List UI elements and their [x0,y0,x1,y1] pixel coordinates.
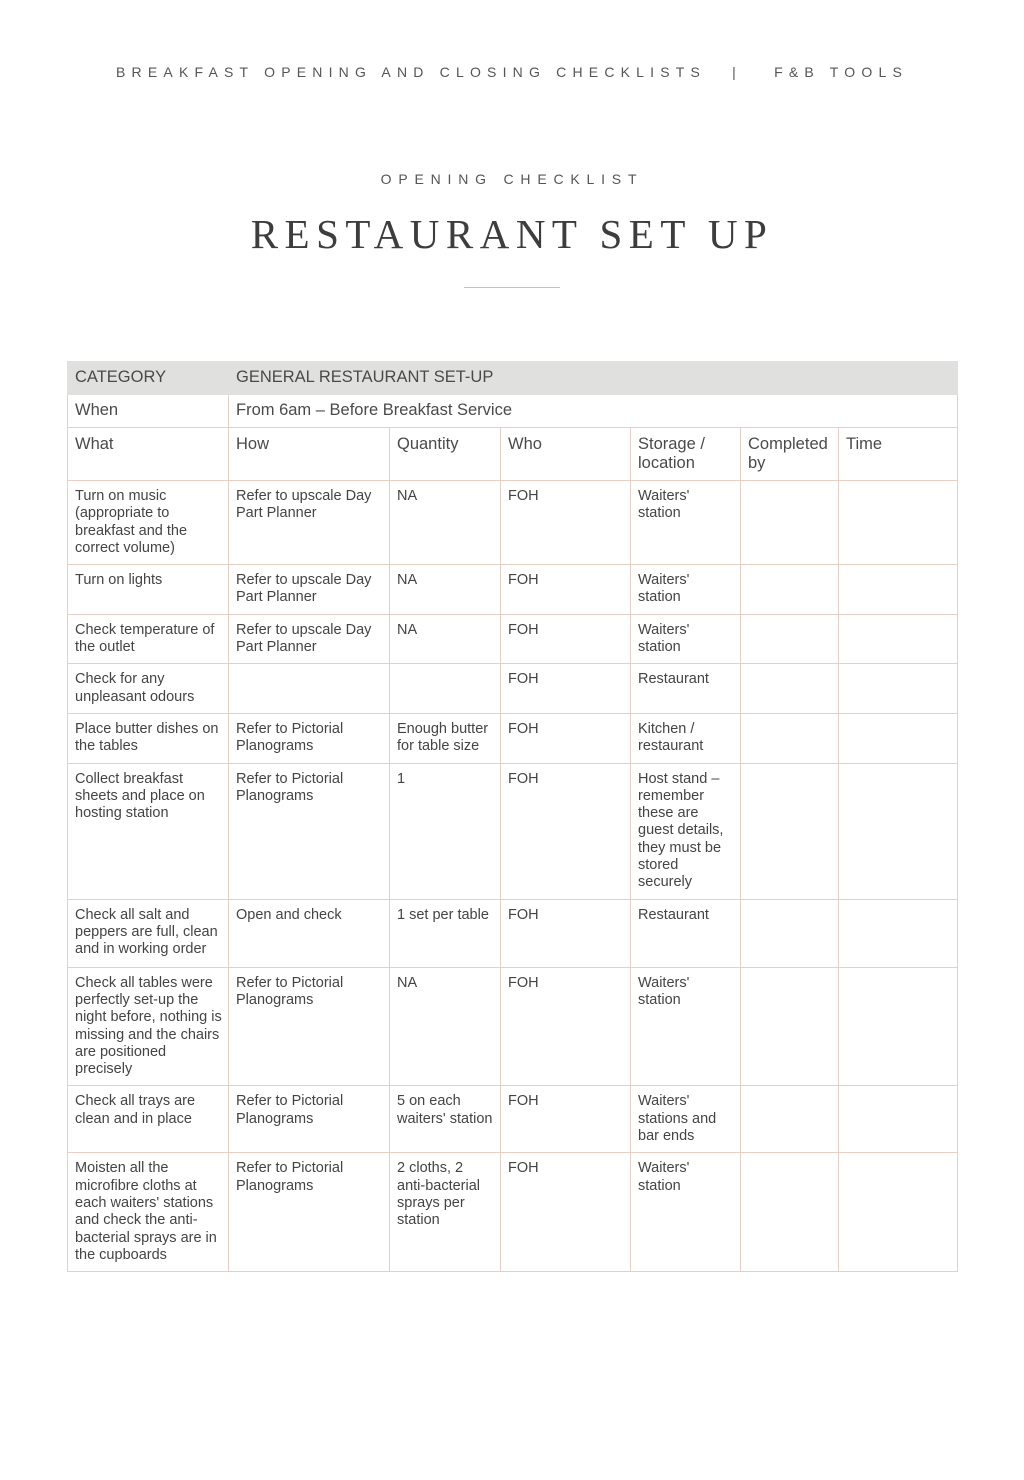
title-divider [464,287,560,288]
task-how: Refer to upscale Day Part Planner [229,614,390,664]
task-quantity: NA [390,614,501,664]
task-who: FOH [501,713,631,763]
table-row [68,967,958,1086]
task-time[interactable] [839,565,958,615]
task-what: Moisten all the microfibre cloths at each waiters' stations and check the anti-bacterial sprays are in the cupboards [68,1153,229,1272]
task-quantity: 5 on each waiters' station [390,1086,501,1153]
task-storage: Restaurant [631,664,741,714]
category-row [68,362,958,395]
when-label: When [68,395,229,428]
document-title: BREAKFAST OPENING AND CLOSING CHECKLISTS [116,64,707,80]
task-who: FOH [501,967,631,1086]
task-who: FOH [501,614,631,664]
column-header-who: Who [501,428,631,481]
task-who: FOH [501,481,631,565]
task-storage: Kitchen / restaurant [631,713,741,763]
table-row [68,481,958,565]
task-what: Turn on music (appropriate to breakfast and the correct volume) [68,481,229,565]
task-who: FOH [501,763,631,899]
task-what: Check all trays are clean and in place [68,1086,229,1153]
task-how: Open and check [229,899,390,967]
task-quantity: 2 cloths, 2 anti-bacterial sprays per station [390,1153,501,1272]
task-completed-by[interactable] [741,1086,839,1153]
task-time[interactable] [839,1153,958,1272]
table-row [68,1086,958,1153]
task-storage: Waiters' stations and bar ends [631,1086,741,1153]
column-header-time: Time [839,428,958,481]
task-quantity: NA [390,967,501,1086]
task-who: FOH [501,1086,631,1153]
table-row [68,614,958,664]
task-storage: Restaurant [631,899,741,967]
running-header [0,64,1024,80]
task-time[interactable] [839,899,958,967]
task-storage: Waiters' station [631,967,741,1086]
task-completed-by[interactable] [741,763,839,899]
task-time[interactable] [839,713,958,763]
task-quantity: NA [390,565,501,615]
table-row [68,565,958,615]
task-quantity: 1 [390,763,501,899]
task-what: Place butter dishes on the tables [68,713,229,763]
task-quantity: Enough butter for table size [390,713,501,763]
page-title: RESTAURANT SET UP [250,211,774,257]
table-row [68,1153,958,1272]
task-completed-by[interactable] [741,565,839,615]
task-completed-by[interactable] [741,481,839,565]
table-row [68,899,958,967]
task-completed-by[interactable] [741,713,839,763]
task-who: FOH [501,899,631,967]
table-row [68,713,958,763]
task-quantity: 1 set per table [390,899,501,967]
task-how: Refer to Pictorial Planograms [229,1086,390,1153]
task-completed-by[interactable] [741,1153,839,1272]
task-who: FOH [501,664,631,714]
task-how: Refer to Pictorial Planograms [229,713,390,763]
task-time[interactable] [839,614,958,664]
task-how: Refer to Pictorial Planograms [229,1153,390,1272]
task-storage: Waiters' station [631,1153,741,1272]
brand-name: F&B TOOLS [774,64,908,80]
column-header-what: What [68,428,229,481]
category-value: GENERAL RESTAURANT SET-UP [229,362,958,395]
task-how: Refer to upscale Day Part Planner [229,565,390,615]
table-row [68,763,958,899]
task-how: Refer to Pictorial Planograms [229,763,390,899]
task-completed-by[interactable] [741,967,839,1086]
task-quantity [390,664,501,714]
task-time[interactable] [839,763,958,899]
task-storage: Waiters' station [631,481,741,565]
section-label: OPENING CHECKLIST [380,171,644,187]
task-completed-by[interactable] [741,664,839,714]
task-who: FOH [501,565,631,615]
task-what: Check all tables were perfectly set-up the night before, nothing is missing and the chairs are positioned precisely [68,967,229,1086]
task-how: Refer to Pictorial Planograms [229,967,390,1086]
task-what: Turn on lights [68,565,229,615]
task-time[interactable] [839,967,958,1086]
category-label: CATEGORY [68,362,229,395]
task-how: Refer to upscale Day Part Planner [229,481,390,565]
task-how [229,664,390,714]
task-storage: Waiters' station [631,614,741,664]
header-separator: | [732,64,743,80]
task-completed-by[interactable] [741,899,839,967]
task-what: Collect breakfast sheets and place on hosting station [68,763,229,899]
task-time[interactable] [839,664,958,714]
task-what: Check all salt and peppers are full, clean and in working order [68,899,229,967]
when-row [68,395,958,428]
task-what: Check for any unpleasant odours [68,664,229,714]
when-value: From 6am – Before Breakfast Service [229,395,958,428]
task-time[interactable] [839,481,958,565]
column-header-completed-by: Completed by [741,428,839,481]
task-quantity: NA [390,481,501,565]
task-storage: Waiters' station [631,565,741,615]
task-completed-by[interactable] [741,614,839,664]
checklist-table [67,361,958,1272]
task-who: FOH [501,1153,631,1272]
task-what: Check temperature of the outlet [68,614,229,664]
table-row [68,664,958,714]
column-header-quantity: Quantity [390,428,501,481]
column-header-storage: Storage / location [631,428,741,481]
task-storage: Host stand – remember these are guest details, they must be stored securely [631,763,741,899]
task-time[interactable] [839,1086,958,1153]
column-header-how: How [229,428,390,481]
column-header-row [68,428,958,481]
